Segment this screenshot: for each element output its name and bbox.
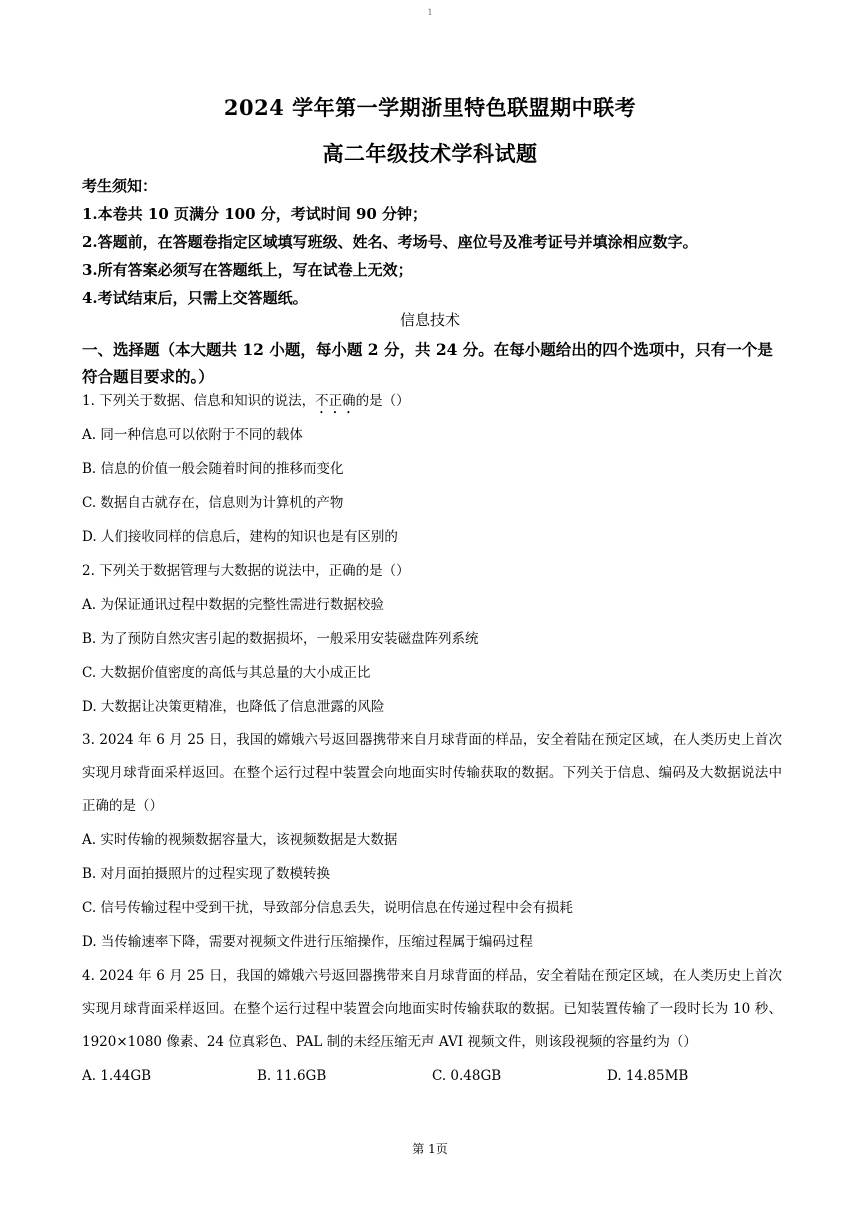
- notice-item: 1.本卷共 10 页满分 100 分，考试时间 90 分钟；: [82, 205, 428, 223]
- option-c: C. 0.48GB: [432, 1068, 502, 1084]
- question-2: [82, 554, 782, 724]
- exam-subtitle: 高二年级技术学科试题: [322, 141, 538, 166]
- option-a: A. 实时传输的视频数据容量大，该视频数据是大数据: [82, 832, 398, 848]
- question-stem: 1. 下列关于数据、信息和知识的说法，不正确的是（）: [82, 393, 410, 409]
- question-4: [82, 960, 782, 1093]
- emphasis-text: 不正确: [315, 393, 356, 409]
- option-b: B. 11.6GB: [257, 1068, 327, 1084]
- page-footer: 第 1页: [412, 1142, 448, 1156]
- notice-item: 4.考试结束后，只需上交答题纸。: [82, 289, 308, 307]
- question-3: [82, 724, 782, 959]
- candidate-notice: [82, 172, 802, 312]
- options-row: [82, 1059, 782, 1093]
- option-d: D. 人们接收同样的信息后，建构的知识也是有区别的: [82, 529, 398, 545]
- option-d: D. 大数据让决策更精准，也降低了信息泄露的风险: [82, 699, 385, 715]
- option-a: A. 为保证通讯过程中数据的完整性需进行数据校验: [82, 597, 384, 613]
- option-b: B. 为了预防自然灾害引起的数据损坏，一般采用安装磁盘阵列系统: [82, 631, 479, 647]
- option-c: C. 数据自古就存在，信息则为计算机的产物: [82, 495, 344, 511]
- section-label: 信息技术: [399, 311, 460, 329]
- exam-title: 2024 学年第一学期浙里特色联盟期中联考: [223, 95, 637, 120]
- notice-heading: 考生须知：: [82, 177, 158, 195]
- option-b: B. 对月面拍摄照片的过程实现了数模转换: [82, 866, 331, 882]
- option-d: D. 当传输速率下降，需要对视频文件进行压缩操作，压缩过程属于编码过程: [82, 934, 533, 950]
- question-stem: 4. 2024 年 6 月 25 日，我国的嫦娥六号返回器携带来自月球背面的样品，安全着陆在预定区域，在人类历史上首次实现月球背面采样返回。在整个运行过程中装置会向地面实时传输获取的数据。已知装置传输了一段时长为 10 秒、1920×1080 像素、24 位真彩色、PAL 制的未经压缩无声 AVI 视频文件，则该段视频的容量约为（）: [82, 968, 782, 1050]
- option-a: A. 同一种信息可以依附于不同的载体: [82, 427, 303, 443]
- question-stem: 3. 2024 年 6 月 25 日，我国的嫦娥六号返回器携带来自月球背面的样品，安全着陆在预定区域，在人类历史上首次实现月球背面采样返回。在整个运行过程中装置会向地面实时传输获取的数据。下列关于信息、编码及大数据说法中正确的是（）: [82, 732, 782, 814]
- option-b: B. 信息的价值一般会随着时间的推移而变化: [82, 461, 344, 477]
- header-mark: 1: [427, 8, 433, 17]
- part-heading: 一、选择题（本大题共 12 小题，每小题 2 分，共 24 分。在每小题给出的四个选项中，只有一个是符合题目要求的。）: [82, 340, 773, 386]
- question-1: [82, 384, 782, 554]
- question-stem: 2. 下列关于数据管理与大数据的说法中，正确的是（）: [82, 563, 410, 579]
- option-c: C. 大数据价值密度的高低与其总量的大小成正比: [82, 665, 371, 681]
- option-d: D. 14.85MB: [607, 1068, 689, 1084]
- notice-item: 2.答题前，在答题卷指定区域填写班级、姓名、考场号、座位号及准考证号并填涂相应数字。: [82, 233, 698, 251]
- notice-item: 3.所有答案必须写在答题纸上，写在试卷上无效；: [82, 261, 413, 279]
- option-c: C. 信号传输过程中受到干扰，导致部分信息丢失，说明信息在传递过程中会有损耗: [82, 900, 573, 916]
- option-a: A. 1.44GB: [82, 1068, 152, 1084]
